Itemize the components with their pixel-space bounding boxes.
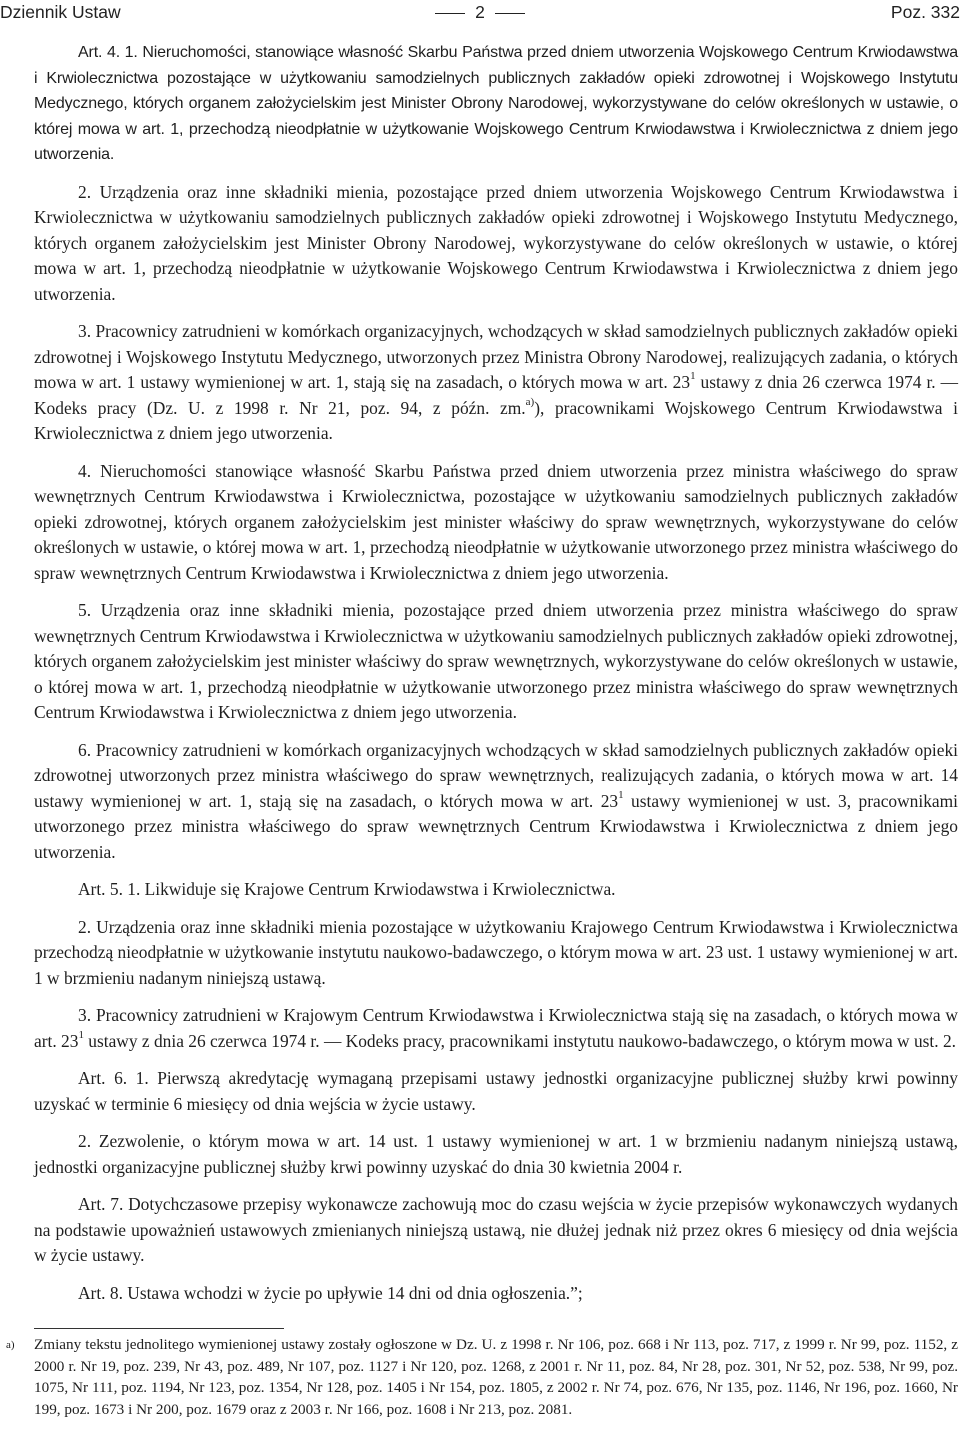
paragraph-art5-2: 2. Urządzenia oraz inne składniki mienia pozostające w użytkowaniu Krajowego Centrum Krwiodawstwa i Krwiolecznictwa przechodzą nieodpłatnie w użytkowanie instytutu naukowo-badawczego, o którym mowa w art. 23 ust. 1 ustawy wymienionej w art. 1 w brzmieniu nadanym niniejszą ustawą.	[34, 916, 958, 988]
footnote-reference: a)	[525, 395, 535, 408]
position-number: Poz. 332	[890, 2, 960, 22]
text-segment: 6. Pracownicy zatrudnieni w komórkach organizacyjnych wchodzących w skład samodzielnych publicznych zakładów opieki zdrowotnej utworzonych przez ministra właściwego do spraw wewnętrznych, realizujących zadania, o których mowa w art. 14 ustawy wymienionej w art. 1, stają się na zasadach, o których mowa w art. 23	[34, 739, 958, 811]
page-number-block	[0, 2, 960, 23]
paragraph-art4-2: 2. Urządzenia oraz inne składniki mienia, pozostające przed dniem utworzenia Wojskowego Centrum Krwiodawstwa i Krwiolecznictwa w użytkowaniu samodzielnych publicznych zakładów opieki zdrowotnej i Wojskowego Instytutu Medycznego, których organem założycielskim jest Minister Obrony Narodowej, wykorzystywane do celów określonych w ustawie, o której mowa w art. 1, przechodzą nieodpłatnie w użytkowanie Wojskowego Centrum Krwiodawstwa i Krwiolecznictwa z dniem jego utworzenia.	[34, 181, 958, 304]
paragraph-art4-3	[34, 319, 958, 447]
dash-right	[495, 13, 525, 14]
paragraph-art6-1: Art. 6. 1. Pierwszą akredytację wymaganą przepisami ustawy jednostki organizacyjne publicznej służby krwi powinny uzyskać w terminie 6 miesięcy od dnia wejścia w życie ustawy.	[34, 1068, 958, 1114]
footnote-mark: a)	[6, 1339, 15, 1351]
paragraph-art7: Art. 7. Dotychczasowe przepisy wykonawcze zachowują moc do czasu wejścia w życie przepisów wykonawczych wydanych na podstawie upoważnień ustawowych zmienianych niniejszą ustawą, nie dłużej jednak niż przez okres 6 miesięcy od dnia wejścia w życie ustawy.	[34, 1194, 958, 1265]
paragraph-art8: Art. 8. Ustawa wchodzi w życie po upływie 14 dni od dnia ogłoszenia.”;	[78, 1282, 583, 1303]
superscript: 1	[618, 788, 624, 801]
footnote-divider	[34, 1328, 284, 1329]
paragraph-art5-3	[34, 1003, 958, 1054]
superscript: 1	[78, 1028, 84, 1041]
page-number: 2	[475, 2, 485, 22]
paragraph-art6-2: 2. Zezwolenie, o którym mowa w art. 14 ust. 1 ustawy wymienionej w art. 1 w brzmieniu nadanym niniejszą ustawą, jednostki organizacyjne publicznej służby krwi powinny uzyskać do dnia 30 kwietnia 2004 r.	[34, 1131, 958, 1177]
dash-left	[435, 13, 465, 14]
text-segment: ustawy wymienionej w ust. 3, pracownikami utworzonego przez ministra właściwego do spraw wewnętrznych Centrum Krwiodawstwa i Krwiolecznictwa z dniem jego utworzenia.	[34, 790, 958, 862]
document-body	[34, 40, 958, 1318]
text-segment: ), pracownikami Wojskowego Centrum Krwiodawstwa i Krwiolecznictwa z dniem jego utworzenia.	[34, 397, 958, 443]
page-header	[0, 2, 960, 28]
superscript: 1	[690, 370, 696, 383]
paragraph-art4-6	[34, 738, 958, 866]
paragraph-art4-1: Art. 4. 1. Nieruchomości, stanowiące własność Skarbu Państwa przed dniem utworzenia Wojskowego Centrum Krwiodawstwa i Krwiolecznictwa pozostające w użytkowaniu samodzielnych publicznych zakładów opieki zdrowotnej i Wojskowego Instytutu Medycznego, których organem założycielskim jest Minister Obrony Narodowej, wykorzystywane do celów określonych w ustawie, o której mowa w art. 1, przechodzą nieodpłatnie w użytkowanie Wojskowego Centrum Krwiodawstwa i Krwiolecznictwa z dniem jego utworzenia.	[34, 44, 958, 163]
journal-title: Dziennik Ustaw	[0, 2, 121, 22]
text-segment: 3. Pracownicy zatrudnieni w komórkach organizacyjnych, wchodzących w skład samodzielnych publicznych zakładów opieki zdrowotnej i Wojskowego Instytutu Medycznego, utworzonych przez Ministra Obrony Narodowej, realizujących zadania, o których mowa w art. 1 ustawy wymienionej w art. 1, stają się na zasadach, o których mowa w art. 23	[34, 321, 958, 392]
text-segment: ustawy z dnia 26 czerwca 1974 r. — Kodeks pracy, pracownikami instytutu naukowo-badawczego, o którym mowa w ust. 2.	[83, 1030, 956, 1051]
text-segment: ustawy z dnia 26 czerwca 1974 r. — Kodeks pracy (Dz. U. z 1998 r. Nr 21, poz. 94, z późn. zm.	[34, 372, 958, 418]
footnote-text: Zmiany tekstu jednolitego wymienionej ustawy zostały ogłoszone w Dz. U. z 1998 r. Nr 106, poz. 668 i Nr 113, poz. 717, z 1999 r. Nr 99, poz. 1152, z 2000 r. Nr 19, poz. 239, Nr 43, poz. 489, Nr 107, poz. 1127 i Nr 120, poz. 1268, z 2001 r. Nr 11, poz. 84, Nr 28, poz. 301, Nr 52, poz. 538, Nr 99, poz. 1075, Nr 111, poz. 1194, Nr 123, poz. 1354, Nr 128, poz. 1405 i Nr 154, poz. 1805, z 2002 r. Nr 74, poz. 676, Nr 135, poz. 1146, Nr 196, poz. 1660, Nr 199, poz. 1673 i Nr 200, poz. 1679 oraz z 2003 r. Nr 166, poz. 1608 i Nr 213, poz. 2081.	[34, 1336, 958, 1418]
paragraph-art4-4: 4. Nieruchomości stanowiące własność Skarbu Państwa przed dniem utworzenia przez ministra właściwego do spraw wewnętrznych Centrum Krwiodawstwa i Krwiolecznictwa, pozostające w użytkowaniu samodzielnych publicznych zakładów opieki zdrowotnej, których organem założycielskim jest minister właściwy do spraw wewnętrznych, wykorzystywane do celów określonych w ustawie, o której mowa w art. 1, przechodzą nieodpłatnie w użytkowanie utworzonego przez ministra właściwego do spraw wewnętrznych Centrum Krwiodawstwa i Krwiolecznictwa z dniem jego utworzenia.	[34, 460, 958, 583]
text-segment: 3. Pracownicy zatrudnieni w Krajowym Centrum Krwiodawstwa i Krwiolecznictwa stają się na zasadach, o których mowa w art. 23	[34, 1005, 958, 1051]
paragraph-art4-5: 5. Urządzenia oraz inne składniki mienia, pozostające przed dniem utworzenia przez ministra właściwego do spraw wewnętrznych Centrum Krwiodawstwa i Krwiolecznictwa w użytkowaniu samodzielnych publicznych zakładów opieki zdrowotnej, których organem założycielskim jest minister właściwy do spraw wewnętrznych, wykorzystywane do celów określonych w ustawie, o której mowa w art. 1, przechodzą nieodpłatnie w użytkowanie utworzonego przez ministra właściwego do spraw wewnętrznych Centrum Krwiodawstwa i Krwiolecznictwa z dniem jego utworzenia.	[34, 600, 958, 722]
paragraph-art5-1: Art. 5. 1. Likwiduje się Krajowe Centrum Krwiodawstwa i Krwiolecznictwa.	[78, 879, 616, 899]
